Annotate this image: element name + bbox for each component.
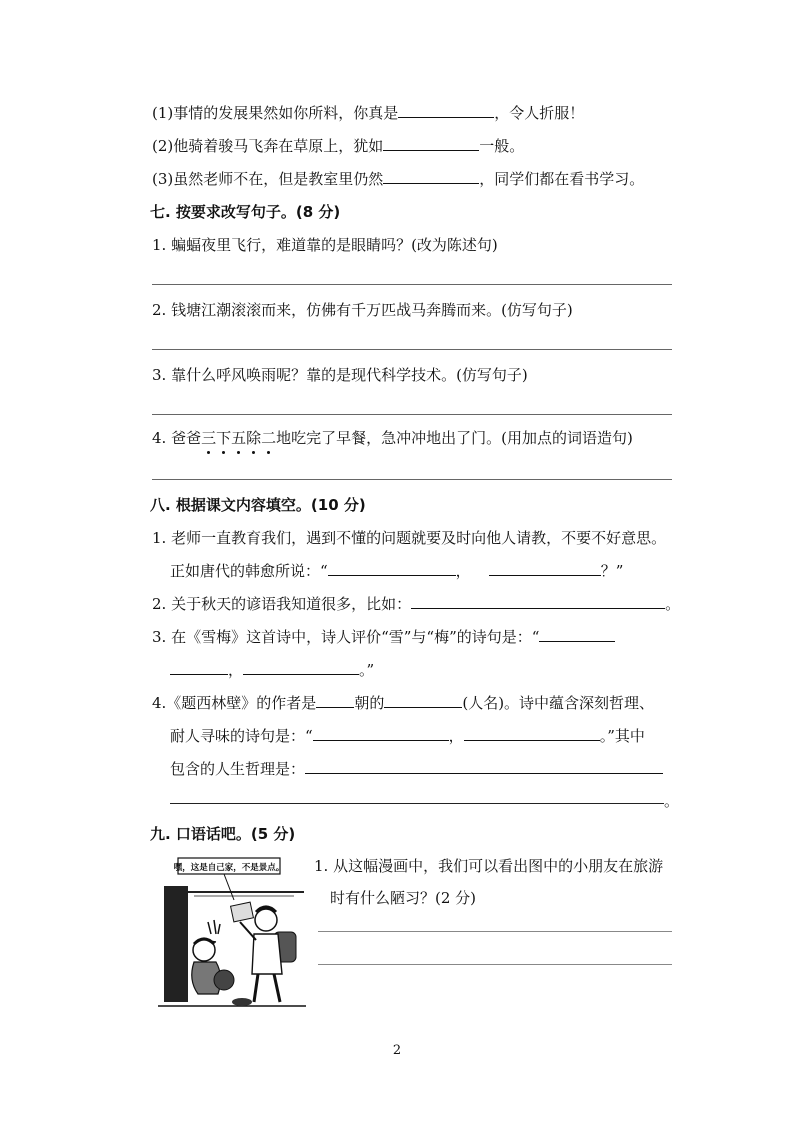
answer-blank[interactable] bbox=[383, 136, 479, 151]
part8-q3-line1 bbox=[152, 627, 615, 647]
child-right-head bbox=[255, 909, 277, 931]
part8-q2-text-a: 2. 关于秋天的谚语我知道很多，比如： bbox=[152, 595, 412, 613]
part8-q2-text-b: 。 bbox=[665, 595, 681, 613]
answer-blank[interactable] bbox=[243, 660, 359, 675]
part6-q2-text-a: (2)他骑着骏马飞奔在草原上，犹如 bbox=[152, 137, 384, 155]
answer-line[interactable] bbox=[318, 931, 672, 932]
part8-q4-text-a: 4.《题西林壁》的作者是 bbox=[152, 694, 317, 712]
part8-q3-text-b: ， bbox=[228, 661, 244, 679]
door-frame bbox=[164, 886, 188, 1002]
part8-q1-text-a: 正如唐代的韩愈所说：“ bbox=[170, 562, 328, 580]
part9-q1-line2: 时有什么陋习？(2 分) bbox=[330, 889, 477, 907]
answer-blank[interactable] bbox=[464, 726, 600, 741]
part7-q3: 3. 靠什么呼风唤雨呢？靠的是现代科学技术。(仿写句子) bbox=[152, 366, 528, 384]
answer-blank[interactable] bbox=[328, 561, 456, 576]
answer-blank[interactable] bbox=[384, 693, 462, 708]
answer-blank[interactable] bbox=[398, 103, 494, 118]
part8-q3-text-c: 。” bbox=[359, 661, 375, 679]
part6-q3 bbox=[152, 169, 644, 189]
answer-line[interactable] bbox=[170, 803, 664, 804]
part6-q1 bbox=[152, 103, 584, 123]
section-heading-7: 七. 按要求改写句子。(8 分) bbox=[150, 203, 341, 221]
dotted-phrase-text: 三下五除二 bbox=[201, 429, 277, 447]
part8-q4-line2 bbox=[170, 726, 645, 746]
answer-blank[interactable] bbox=[489, 561, 601, 576]
part8-q4-end: 。 bbox=[664, 792, 680, 810]
part6-q3-text-b: ，同学们都在看书学习。 bbox=[479, 170, 645, 188]
part8-q3-text-a: 3. 在《雪梅》这首诗中，诗人评价“雪”与“梅”的诗句是：“ bbox=[152, 628, 540, 646]
page-number: 2 bbox=[392, 1043, 402, 1058]
answer-blank[interactable] bbox=[411, 594, 665, 609]
part6-q2 bbox=[152, 136, 524, 156]
answer-line[interactable] bbox=[152, 349, 672, 350]
part8-q4-text-d: 耐人寻味的诗句是：“ bbox=[170, 727, 313, 745]
cartoon-illustration bbox=[154, 852, 310, 1012]
part6-q1-text-a: (1)事情的发展果然如你所料，你真是 bbox=[152, 104, 399, 122]
part8-q3-line2 bbox=[170, 660, 374, 680]
part6-q2-text-b: 一般。 bbox=[479, 137, 525, 155]
part8-q1-line2 bbox=[170, 561, 623, 581]
speech-text: 嘿，这是自己家，不是景点。 bbox=[173, 863, 285, 873]
answer-blank[interactable] bbox=[383, 169, 479, 184]
part8-q1-text-b: ， bbox=[455, 562, 471, 580]
section-heading-8: 八. 根据课文内容填空。(10 分) bbox=[150, 496, 366, 514]
part7-q4-post: 地吃完了早餐，急冲冲地出了门。(用加点的词语造句) bbox=[276, 429, 633, 447]
part8-q4-text-c: (人名)。诗中蕴含深刻哲理、 bbox=[462, 694, 655, 712]
part8-q1-line1: 1. 老师一直教育我们，遇到不懂的问题就要及时向他人请教，不要不好意思。 bbox=[152, 529, 667, 547]
answer-blank[interactable] bbox=[316, 693, 354, 708]
answer-blank[interactable] bbox=[539, 627, 615, 642]
cartoon-image bbox=[154, 852, 310, 1012]
part7-q2: 2. 钱塘江潮滚滚而来，仿佛有千万匹战马奔腾而来。(仿写句子) bbox=[152, 301, 573, 319]
answer-blank[interactable] bbox=[313, 726, 449, 741]
part6-q3-text-a: (3)虽然老师不在，但是教室里仍然 bbox=[152, 170, 384, 188]
part8-q4-line3 bbox=[170, 759, 663, 779]
answer-blank[interactable] bbox=[305, 759, 663, 774]
part8-q4-line1 bbox=[152, 693, 654, 713]
part9-q1-line1: 1. 从这幅漫画中，我们可以看出图中的小朋友在旅游 bbox=[314, 857, 664, 875]
part7-q4-pre: 4. 爸爸 bbox=[152, 429, 202, 447]
emphasis-dot bbox=[267, 451, 270, 454]
dotted-phrase bbox=[201, 428, 276, 448]
answer-line[interactable] bbox=[318, 964, 672, 965]
part7-q1: 1. 蝙蝠夜里飞行，难道靠的是眼睛吗？(改为陈述句) bbox=[152, 236, 498, 254]
emphasis-dot bbox=[222, 451, 225, 454]
part8-q4-text-g: 包含的人生哲理是： bbox=[170, 760, 306, 778]
emphasis-dot bbox=[237, 451, 240, 454]
part8-q4-text-b: 朝的 bbox=[354, 694, 385, 712]
part8-q2 bbox=[152, 594, 680, 614]
part8-q4-text-f: 。”其中 bbox=[599, 727, 645, 745]
part8-q4-text-e: ， bbox=[448, 727, 464, 745]
part7-q4 bbox=[152, 428, 633, 448]
answer-blank[interactable] bbox=[170, 660, 228, 675]
answer-line[interactable] bbox=[152, 414, 672, 415]
answer-line[interactable] bbox=[152, 479, 672, 480]
part8-q1-text-c: ？” bbox=[600, 562, 624, 580]
answer-line[interactable] bbox=[152, 284, 672, 285]
section-heading-9: 九. 口语话吧。(5 分) bbox=[150, 825, 296, 843]
emphasis-dot bbox=[207, 451, 210, 454]
emphasis-dot bbox=[252, 451, 255, 454]
part6-q1-text-b: ，令人折服！ bbox=[494, 104, 585, 122]
